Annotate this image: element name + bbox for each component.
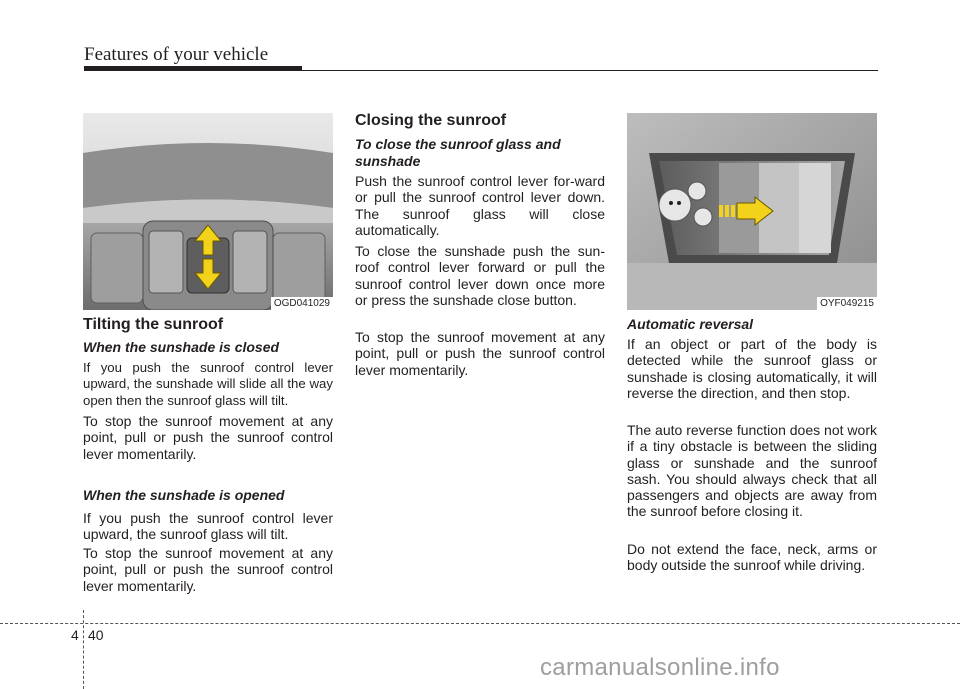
- chapter-number: 4: [71, 627, 79, 643]
- footer-rule: [0, 623, 960, 624]
- paragraph-reversal-detect: If an object or part of the body is detected while the sunroof glass or sunshade is closing automatically, it will reverse the direction, and then stop.: [627, 336, 877, 401]
- subheading-sunshade-closed: When the sunshade is closed: [83, 339, 280, 355]
- paragraph-reversal-limit: The auto reverse function does not work if a tiny obstacle is between the sliding glass or sunshade and the sunroof sash. You should always check that all passengers and objects are away from the sunroof before closing it.: [627, 422, 877, 520]
- footer-divider: [83, 610, 84, 689]
- header-rule-thick: [84, 66, 302, 71]
- watermark: carmanualsonline.info: [540, 654, 780, 681]
- page-number: 40: [88, 627, 104, 643]
- section-heading-tilting: Tilting the sunroof: [83, 316, 224, 333]
- automatic-reversal-figure: [627, 113, 877, 310]
- header-rule-thin: [300, 70, 878, 71]
- sunroof-control-lever-figure: [83, 113, 333, 310]
- page-header-title: Features of your vehicle: [84, 44, 269, 65]
- paragraph-stop-movement-3: To stop the sunroof movement at any point, pull or push the sunroof control lever momentarily.: [355, 329, 605, 378]
- subheading-close-glass-sunshade: To close the sunroof glass and sunshade: [355, 136, 561, 169]
- paragraph-close-glass: Push the sunroof control lever for-ward or pull the sunroof control lever down. The sunroof glass will close automatically.: [355, 173, 605, 238]
- subheading-automatic-reversal: Automatic reversal: [627, 316, 754, 332]
- section-heading-closing: Closing the sunroof: [355, 112, 507, 129]
- paragraph-tilt-opened: If you push the sunroof control lever upward, the sunroof glass will tilt.: [83, 510, 333, 543]
- sunroof-illustration: [627, 113, 877, 310]
- figure-code-label: OGD041029: [271, 297, 333, 310]
- paragraph-stop-movement-2: To stop the sunroof movement at any point, pull or push the sunroof control lever momentarily.: [83, 545, 333, 594]
- console-illustration: [83, 113, 333, 310]
- subheading-sunshade-opened: When the sunshade is opened: [83, 487, 285, 503]
- paragraph-close-sunshade: To close the sunshade push the sun-roof control lever forward or pull the sunroof control lever down once more or press the sunshade close button.: [355, 243, 605, 308]
- figure-code-label: OYF049215: [817, 297, 877, 310]
- paragraph-tilt-closed: If you push the sunroof control lever upward, the sunshade will slide all the way open then the sunroof glass will tilt.: [83, 360, 333, 408]
- paragraph-safety-warning: Do not extend the face, neck, arms or body outside the sunroof while driving.: [627, 541, 877, 574]
- paragraph-stop-movement-1: To stop the sunroof movement at any point, pull or push the sunroof control lever momentarily.: [83, 413, 333, 462]
